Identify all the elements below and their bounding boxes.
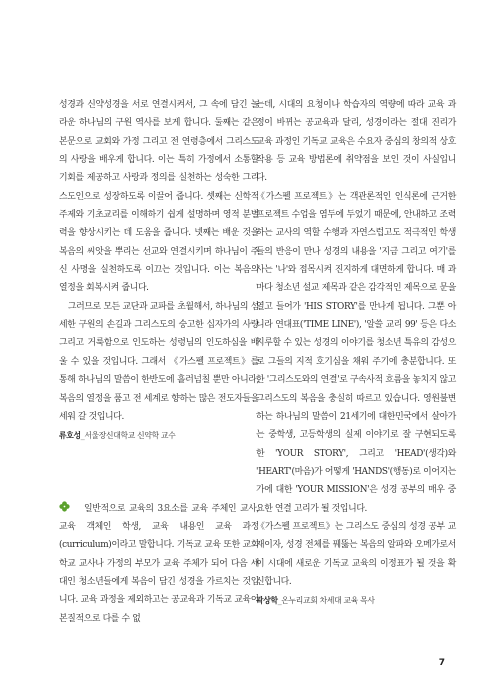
right-paragraph-2: 《가스펠 프로젝트》는 객관론적인 인식론에 근거한 프로젝트 수업을 염두에 두었기 때문에, 안내하고 조력하는 교사의 역할 수행과 자연스럽고도 적극적인 학생들의 반응이 만나 성경의 내용을 '지금 그리고 여기'를 사는 '나'와 접목시켜 진지하게 대면하게 합니다. 매 과마다 청소년 설교 제목과 같은 감각적인 제목으로 문을 열고 들어가 'HIS STORY'를 만나게 됩니다. 그뿐 아니라 연대표('TIME LINE'), '알쓸 교리 99' 등은 다소 지루할 수 있는 성경의 이야기를 청소년 특유의 감성으로 그들의 지적 호기심을 채워 주기에 충분합니다. 또한 '그리스도와의 연결'로 구속사적 흐름을 놓치지 않고 그리스도의 복음을 충실히 따르고 있습니다. 영원불변하는 하나님의 말씀이 21세기에 대한민국에서 살아가는 중학생, 고등학생의 실제 이야기로 잘 구현되도록 한 'YOUR STORY', 그리고 'HEAD'(생각)와 'HEART'(마음)가 어떻게 'HANDS'(행동)로 이어지는가에 대한 'YOUR MISSION'은 성경 공부의 매우 중요한 연결 고리가 될 것입니다. [256,191,456,514]
left-paragraph-2: 그러므로 모든 교단과 교파를 초월해서, 하나님의 섬세한 구원의 손길과 그리스도의 숭고한 십자가의 사랑 그리고 거룩함으로 인도하는 성령님의 인도하심을 배울 수 있을 것입니다. 그래서 《가스펠 프로젝트》를 통해 하나님의 말씀이 한반도에 흘러넘칠 뿐만 아니라, 복음의 열정을 품고 전 세계로 향하는 많은 전도자들을 세워 갈 것입니다. [59,301,259,422]
left-column [59,96,259,628]
page-number: 7 [438,658,445,668]
author-byline-1 [59,427,259,445]
four-leaf-clover-icon [59,501,70,512]
right-column [256,96,456,611]
author-name: 류호성 [59,431,81,441]
right-paragraph-1: 는데, 시대의 요청이나 학습자의 역량에 따라 교육 과정이 바뀌는 공교육과 달리, 성경이라는 절대 진리가 교육 과정인 기독교 교육은 수요자 중심의 창의적 상호 작용 등 교육 방법론에 취약점을 보인 것이 사실입니다. [256,100,456,184]
author-separator: _ [277,596,282,606]
left-paragraph-3 [59,500,259,628]
right-paragraph-3: 《가스펠 프로젝트》는 그리스도 중심의 성경 공부 교재이자, 성경 전체를 꿰뚫는 복음의 알파와 오메가로서 이 시대에 새로운 기독교 교육의 이정표가 될 것을 확신합니다. [256,521,456,587]
left-paragraph-3-text: 일반적으로 교육의 3요소를 교육 주체인 교사, 교육 객체인 학생, 교육 내용인 교육 과정(curriculum)이라고 말합니다. 기독교 교육 또한 교회 학교 교사나 가정의 부모가 교육 주체가 되어 다음 세대인 청소년들에게 복음이 담긴 성경을 가르치는 것입니다. 교육 과정을 제외하고는 공교육과 기독교 교육이 본질적으로 다를 수 없 [59,503,259,624]
author-byline-2 [256,592,456,610]
section-gap [59,446,259,500]
left-paragraph-1: 성경과 신약성경을 서로 연결시켜서, 그 속에 담긴 놀라운 하나님의 구원 역사를 보게 합니다. 둘째는 같은 본문으로 교회와 가정 그리고 전 연령층에서 그리스도의 사랑을 배우게 합니다. 이는 특히 가정에서 소통할 기회를 제공하고 사랑과 정의를 실천하는 성숙한 그리스도인으로 성장하도록 이끌어 줍니다. 셋째는 신학적 주제와 기초교리를 이해하기 쉽게 설명하며 영적 분별력을 향상시키는 데 도움을 줍니다. 넷째는 배운 것을 복음의 씨앗을 뿌리는 선교와 연결시키며 하나님이 주신 사명을 실천하도록 이끄는 것입니다. 이는 복음의 열정을 회복시켜 줍니다. [59,100,259,294]
author-title: 온누리교회 차세대 교육 목사 [281,596,375,606]
author-title: 서울장신대학교 신약학 교수 [84,431,176,441]
author-name: 곽상학 [256,596,278,606]
author-separator: _ [80,431,85,441]
